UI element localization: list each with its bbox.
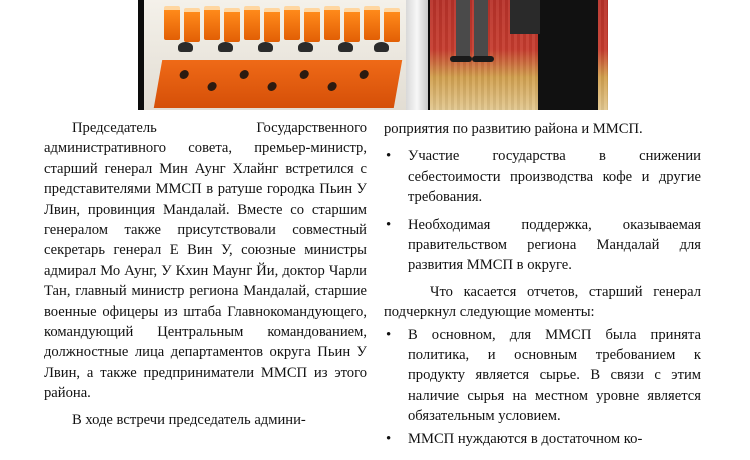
bullet-icon: •	[386, 430, 392, 447]
list-item	[384, 429, 701, 449]
intro-paragraph: Председатель Государственного административного совета, премьер-министр, старший генерал Мин Аунг Хлайнг встретился с представителями ММСП в ратуше городка Пьин У Лвин, провинция Мандалай. Вместе со старшим генералом также присутствовали совместный секретарь генерал Е Вин У, союзные министры адмирал Мо Аунг, У Кхин Маунг Йи, доктор Чарли Тан, главный министр региона Мандалай, старшие военные офицеры из штаба Главнокомандующего, командующий Центральным командованием, должностные лица департаментов округа Пьин У Лвин, а также предприниматели ММСП из этого района.	[44, 120, 367, 402]
photo-white-stand	[406, 0, 428, 110]
continued-paragraph: роприятия по развитию района и ММСП.	[384, 121, 643, 137]
meeting-paragraph-start: В ходе встречи председатель админи-	[72, 411, 306, 428]
list-item-text: В основном, для ММСП была принята политика, и основным требованием к продукту является сырье. В связи с этим наличие сырья на местном уровне является обязательным условием.	[408, 326, 701, 425]
list-item-text: Участие государства в снижении себестоимости производства кофе и другие требования.	[408, 148, 701, 206]
bullet-icon: •	[386, 326, 392, 343]
list-item-text: ММСП нуждаются в достаточном ко-	[408, 430, 643, 447]
right-text-column	[384, 119, 701, 449]
list-item	[384, 325, 701, 427]
list-item	[384, 146, 701, 207]
reports-paragraph: Что касается отчетов, старший генерал подчеркнул следующие моменты:	[384, 283, 701, 321]
list-item	[384, 215, 701, 276]
bullet-icon: •	[386, 216, 392, 233]
left-text-column	[44, 118, 367, 430]
exhibition-photo	[138, 0, 608, 110]
bullet-icon: •	[386, 148, 392, 165]
list-item-text: Необходимая поддержка, оказываемая правительством региона Мандалай для развития ММСП в округе.	[408, 216, 701, 274]
photo-orange-crate	[154, 60, 402, 108]
